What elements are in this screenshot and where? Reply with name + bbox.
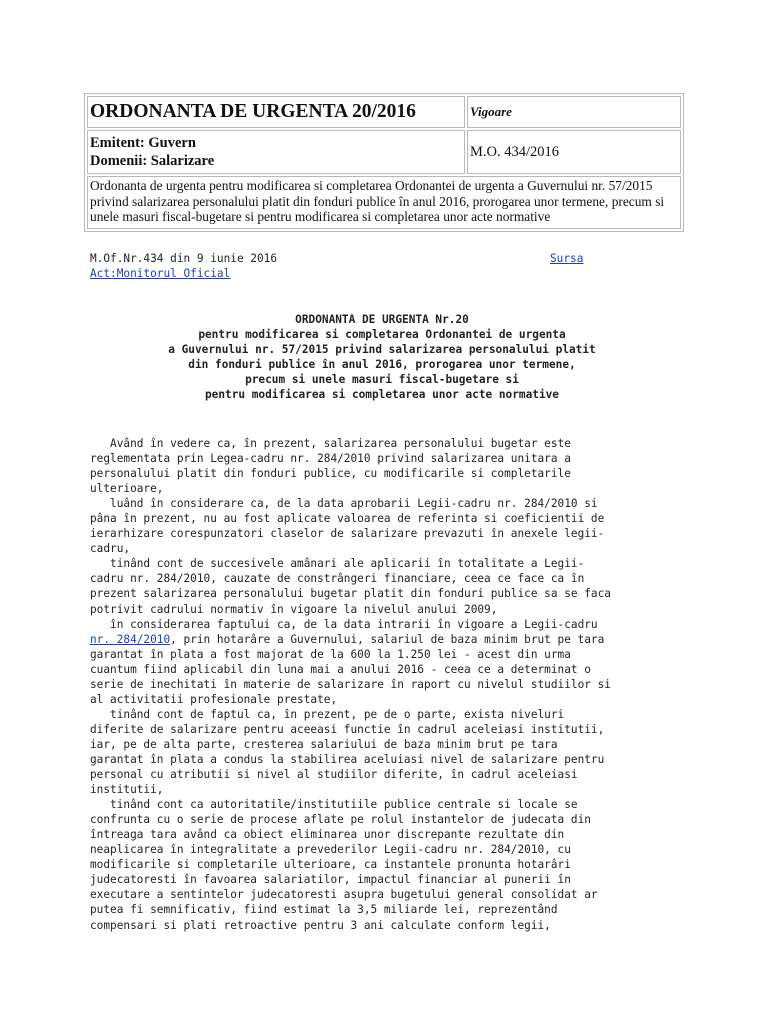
paragraph-text: , prin hotarâre a Guvernului, salariul de baza minim brut pe tara garantat în plata a fost majorat de la 600 la 1.250 lei - acest din urma cuantum fiind aplicabil din luna mai a anului 2016 - ceea ce a determinat o serie de inechitati în materie de salarizare în raport cu nivelul studiilor si al activitatii profesionale prestate, — [90, 632, 611, 706]
document-title-line: ORDONANTA DE URGENTA Nr.20 — [295, 313, 469, 326]
emitent-label: Emitent: Guvern — [90, 135, 196, 151]
status-badge: Vigoare — [467, 96, 681, 128]
paragraph: tinând cont de succesivele amânari ale aplicarii în totalitate a Legii- cadru nr. 284/2010, cauzate de constrângeri financiare, ceea ce face ca în prezent salarizarea personalului bugetar platit din fonduri publice sa se faca potrivit cadrului normativ în vigoare la nivelul anului 2009, — [90, 557, 611, 616]
law-reference-link[interactable]: nr. 284/2010 — [90, 632, 171, 646]
publication-meta — [90, 251, 610, 281]
document-title — [90, 312, 674, 402]
document-title-line: a Guvernului nr. 57/2015 privind salarizarea personalului platit — [168, 343, 596, 356]
domenii-label: Domenii: Salarizare — [90, 153, 215, 169]
monitor-oficial-number: M.O. 434/2016 — [467, 130, 681, 174]
document-title-line: din fonduri publice în anul 2016, prorogarea unor termene, — [188, 358, 576, 371]
paragraph-text: în considerarea faptului ca, de la data intrarii în vigoare a Legii-cadru — [110, 617, 598, 631]
document-title-line: pentru modificarea si completarea unor acte normative — [205, 388, 559, 401]
document-title-line: pentru modificarea si completarea Ordonantei de urgenta — [198, 328, 566, 341]
act-description: Ordonanta de urgenta pentru modificarea si completarea Ordonantei de urgenta a Guvernului nr. 57/2015 privind salarizarea personalului platit din fonduri publice în anul 2016, prorogarea unor termene, precum si unele masuri fiscal-bugetare si pentru modificarea si completarea unor acte normative — [87, 176, 681, 229]
publication-line: M.Of.Nr.434 din 9 iunie 2016 — [90, 252, 278, 265]
paragraph — [90, 617, 690, 707]
document-body — [90, 436, 690, 933]
paragraph: Având în vedere ca, în prezent, salarizarea personalului bugetar este reglementata prin Legea-cadru nr. 284/2010 privind salarizarea unitara a personalului platit din fonduri publice, cu modificarile si completarile ulterioare, — [90, 437, 571, 496]
source-link[interactable]: Sursa — [550, 252, 584, 265]
act-title: ORDONANTA DE URGENTA 20/2016 — [87, 96, 465, 128]
paragraph: tinând cont ca autoritatile/institutiile publice centrale si locale se confrunta cu o serie de procese aflate pe rolul instantelor de judecata din întreaga tara având ca obiect eliminarea unor discrepante rezultate din neaplicarea în integralitate a prevederilor Legii-cadru nr. 284/2010, cu modificarile si completarile ulterioare, ca instantele pronunta hotarâri judecatoresti în favoarea salariatilor, impactul financiar al punerii în executare a sentintelor judecatoresti asupra bugetului general consolidat ar putea fi semnificativ, fiind estimat la 3,5 miliarde lei, reprezentând compensari si plati retroactive pentru 3 ani calculate conform legii, — [90, 798, 598, 932]
paragraph: luând în considerare ca, de la data aprobarii Legii-cadru nr. 284/2010 si pâna în prezent, nu au fost aplicate valoarea de referinta si coeficientii de ierarhizare corespunzatori claselor de salarizare prevazuti în anexele legii- cadru, — [90, 497, 605, 556]
source-act-link[interactable]: Act:Monitorul Oficial — [90, 267, 231, 280]
document-title-line: precum si unele masuri fiscal-bugetare si — [245, 373, 519, 386]
act-header-table — [84, 93, 684, 232]
paragraph: tinând cont de faptul ca, în prezent, pe de o parte, exista niveluri diferite de salarizare pentru aceeasi functie în cadrul aceleiasi institutii, iar, pe de alta parte, cresterea salariului de baza minim brut pe tara garantat în plata a condus la stabilirea aceluiasi nivel de salarizare pentru personal cu atributii si nivel al studiilor diferite, în cadrul aceleiasi institutii, — [90, 707, 605, 797]
emitent-domenii-cell — [87, 130, 465, 174]
